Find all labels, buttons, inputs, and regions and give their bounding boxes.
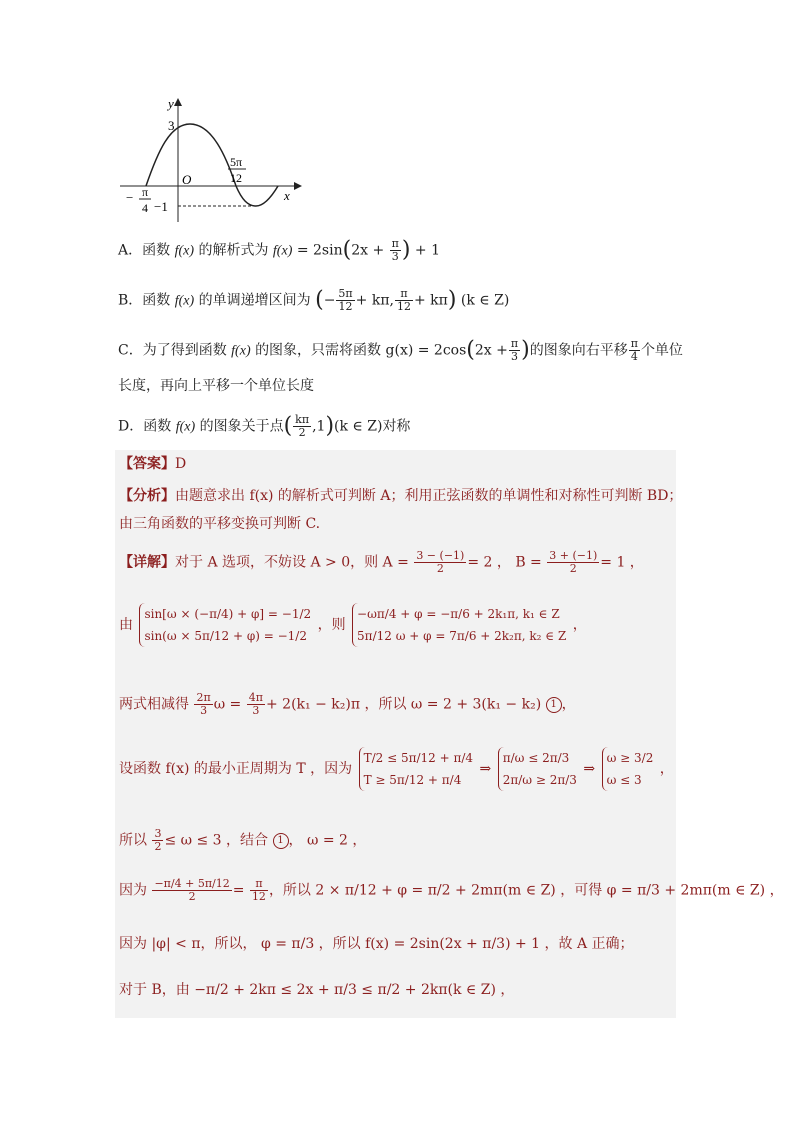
sine-curve — [146, 124, 278, 206]
function-graph — [118, 96, 303, 224]
detail-line-5: 所以 $\frac{3}{2}$ ≤ ω ≤ 3 ，结合 1 ， ω = 2 ， — [119, 827, 367, 853]
option-c[interactable]: C．为了得到函数 f(x) 的图象，只需将函数 g(x) = 2cos(2x + $\frac{\pi}{3}$ )的图象向右平移 $\frac{\pi}{4}$ 个单位 — [118, 337, 683, 363]
detail-line-7: 因为 |φ| < π，所以， φ = π/3 ，所以 f(x) = 2sin(2x + π/3) + 1 ，故 A 正确； — [119, 936, 634, 952]
detail-line-1: 【详解】对于 A 选项，不妨设 A > 0，则 A = $\frac{3 - (-1)}{2}$ = 2 ， B = $\frac{3 + (-1)}{2}$ = 1 ， — [119, 549, 644, 575]
frac-c2: $\frac{\pi}{4}$ — [630, 337, 638, 363]
option-a[interactable]: A．函数 f(x) 的解析式为 f(x) = 2sin(2x + $\frac{\pi}{3}$ ) + 1 — [118, 237, 440, 263]
x-right-num: 5π — [230, 155, 243, 169]
answer-line: 【答案】D — [119, 456, 187, 472]
x-left-num: π — [142, 185, 149, 199]
frac-a: $\frac{\pi}{3}$ — [391, 237, 399, 263]
option-c-line2: 长度，再向上平移一个单位长度 — [118, 378, 314, 394]
detail-line-4: 设函数 f(x) 的最小正周期为 T ，因为 T/2 ≤ 5π/12 + π/4 T ≥ 5π/12 + π/4 ⇒ π/ω ≤ 2π/3 2π/ω ≥ 2π/3 ⇒ ω ≥ 3/2 ω ≤ 3 ， — [119, 740, 674, 798]
x-right-den: 12 — [230, 171, 242, 185]
circled-one: 1 — [546, 697, 562, 713]
origin-label: O — [182, 172, 192, 187]
y-min-label: −1 — [154, 199, 168, 214]
detail-line-2: 由 sin[ω × (−π/4) + φ] = −1/2 sin(ω × 5π/12 + φ) = −1/2 ，则 −ωπ/4 + φ = −π/6 + 2k₁π, k₁ ∈ Z 5π/12 ω + φ = 7π/6 + 2k₂π, k₂ ∈ Z ， — [119, 596, 587, 654]
x-axis-arrow — [294, 182, 302, 190]
frac-b1: $\frac{5\pi}{12}$ — [338, 287, 353, 313]
x-left-sign: − — [126, 190, 134, 205]
y-max-label: 3 — [168, 118, 175, 133]
option-d[interactable]: D．函数 f(x) 的图象关于点( $\frac{k\pi}{2}$ ,1)(k ∈ Z)对称 — [118, 413, 411, 439]
frac-d: $\frac{k\pi}{2}$ — [295, 413, 310, 439]
frac-c1: $\frac{\pi}{3}$ — [510, 337, 519, 363]
x-left-den: 4 — [142, 201, 148, 215]
solution-panel — [115, 450, 784, 1018]
frac-b2: $\frac{\pi}{12}$ — [396, 287, 411, 313]
analysis-line-1: 【分析】由题意求出 f(x) 的解析式可判断 A；利用正弦函数的单调性和对称性可判断 BD； — [119, 488, 683, 504]
y-axis-label: y — [168, 96, 174, 111]
analysis-line-2: 由三角函数的平移变换可判断 C. — [119, 516, 321, 532]
detail-line-6: 因为 $\frac{-\pi/4 + 5\pi/12}{2}$ = $\frac{\pi}{12}$ ，所以 2 × π/12 + φ = π/2 + 2mπ(m ∈ Z) ，可得 φ = π/3 + 2mπ(m ∈ Z) ， — [119, 877, 784, 903]
y-axis-arrow — [174, 98, 182, 106]
option-b[interactable]: B．函数 f(x) 的单调递增区间为 (− $\frac{5\pi}{12}$ + kπ, $\frac{\pi}{12}$ + kπ) (k ∈ Z) — [118, 287, 510, 313]
detail-line-3: 两式相减得 $\frac{2\pi}{3}$ ω = $\frac{4\pi}{3}$ + 2(k₁ − k₂)π ，所以 ω = 2 + 3(k₁ − k₂) 1 ， — [119, 691, 576, 717]
x-axis-label: x — [284, 188, 290, 203]
detail-line-8: 对于 B，由 −π/2 + 2kπ ≤ 2x + π/3 ≤ π/2 + 2kπ(k ∈ Z) ， — [119, 982, 515, 998]
